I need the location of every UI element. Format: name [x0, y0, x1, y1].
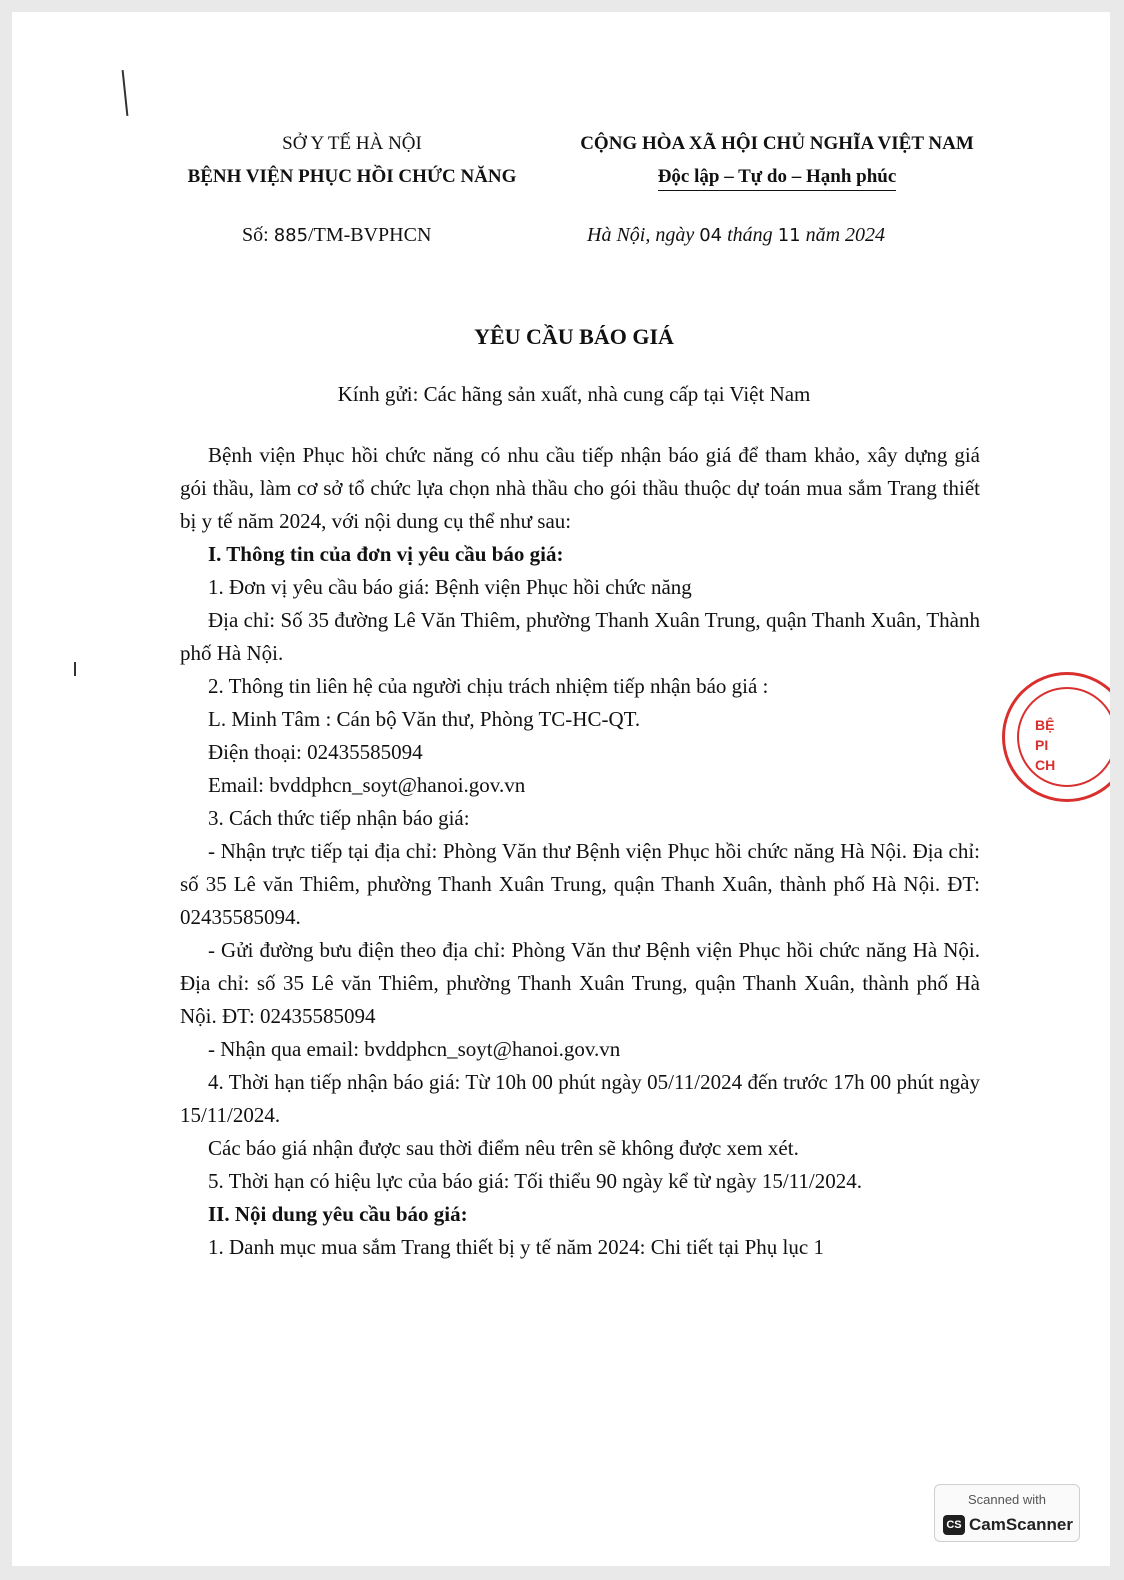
margin-mark: [74, 662, 76, 676]
stamp-text: [1035, 715, 1055, 775]
scanned-with-label: Scanned with: [967, 1492, 1047, 1507]
stamp-line2: PI: [1035, 737, 1049, 753]
document-date: [587, 224, 885, 247]
contact-heading: 2. Thông tin liên hệ của người chịu trách nhiệm tiếp nhận báo giá :: [208, 674, 769, 698]
requesting-unit: 1. Đơn vị yêu cầu báo giá: Bệnh viện Phục hồi chức năng: [208, 575, 692, 599]
method-direct: - Nhận trực tiếp tại địa chỉ: Phòng Văn thư Bệnh viện Phục hồi chức năng Hà Nội. Địa chỉ: số 35 Lê văn Thiêm, phường Thanh Xuân Trung, quận Thanh Xuân, thành phố Hà Nội. ĐT: 02435585094.: [180, 839, 980, 929]
country-name: CỘNG HÒA XÃ HỘI CHỦ NGHĨA VIỆT NAM: [580, 133, 974, 154]
camscanner-watermark: [934, 1484, 1080, 1542]
camscanner-name: CamScanner: [969, 1515, 1073, 1534]
stamp-line3: CH: [1035, 757, 1056, 773]
validity-paragraph: 5. Thời hạn có hiệu lực của báo giá: Tối thiểu 90 ngày kể từ ngày 15/11/2024.: [208, 1169, 863, 1193]
date-part2: tháng: [722, 224, 778, 246]
official-stamp: [1002, 672, 1110, 802]
method-email: - Nhận qua email: bvddphcn_soyt@hanoi.gov.vn: [208, 1037, 621, 1061]
contact-person: L. Minh Tâm : Cán bộ Văn thư, Phòng TC-HC-QT.: [208, 707, 641, 731]
procurement-list: 1. Danh mục mua sắm Trang thiết bị y tế năm 2024: Chi tiết tại Phụ lục 1: [208, 1235, 824, 1259]
stamp-line1: BỆ: [1035, 717, 1055, 733]
date-part1: Hà Nội, ngày: [587, 224, 700, 246]
national-motto: [542, 127, 1012, 193]
date-day: 04: [699, 225, 723, 246]
section-heading-2: II. Nội dung yêu cầu báo giá:: [208, 1202, 468, 1226]
hospital-name: BỆNH VIỆN PHỤC HỒI CHỨC NĂNG: [187, 166, 517, 187]
recipient-line: Kính gửi: Các hãng sản xuất, nhà cung cấp tại Việt Nam: [337, 382, 811, 406]
number-suffix: /TM-BVPHCN: [308, 224, 432, 246]
deadline-paragraph: 4. Thời hạn tiếp nhận báo giá: Từ 10h 00 phút ngày 05/11/2024 đến trước 17h 00 phút ngày 15/11/2024.: [180, 1070, 980, 1127]
page-title: YÊU CẦU BÁO GIÁ: [474, 324, 674, 349]
address-paragraph: Địa chỉ: Số 35 đường Lê Văn Thiêm, phường Thanh Xuân Trung, quận Thanh Xuân, Thành phố Hà Nội.: [180, 608, 980, 665]
intro-paragraph: Bệnh viện Phục hồi chức năng có nhu cầu tiếp nhận báo giá để tham khảo, xây dựng giá gói thầu, làm cơ sở tổ chức lựa chọn nhà thầu cho gói thầu thuộc dự toán mua sắm Trang thiết bị y tế năm 2024, với nội dung cụ thể như sau:: [180, 443, 980, 533]
handwritten-mark: [122, 70, 129, 116]
date-part3: năm 2024: [800, 224, 886, 246]
email-line: Email: bvddphcn_soyt@hanoi.gov.vn: [208, 773, 526, 797]
handwritten-number: 885: [273, 225, 309, 246]
document-page: [12, 12, 1110, 1566]
section-heading-1: I. Thông tin của đơn vị yêu cầu báo giá:: [208, 542, 564, 566]
motto: Độc lập – Tự do – Hạnh phúc: [658, 164, 897, 191]
number-prefix: Số:: [242, 224, 274, 246]
methods-heading: 3. Cách thức tiếp nhận báo giá:: [208, 806, 470, 830]
camscanner-logo-icon: CS: [943, 1515, 965, 1535]
late-note: Các báo giá nhận được sau thời điểm nêu trên sẽ không được xem xét.: [208, 1136, 799, 1160]
issuing-authority: [172, 127, 532, 193]
document-number: [242, 224, 431, 247]
document-body: [180, 439, 980, 1264]
method-post: - Gửi đường bưu điện theo địa chỉ: Phòng Văn thư Bệnh viện Phục hồi chức năng Hà Nội. Địa chỉ: số 35 Lê văn Thiêm, phường Thanh Xuân Trung, quận Thanh Xuân, thành phố Hà Nội. ĐT: 02435585094: [180, 938, 980, 1028]
phone-line: Điện thoại: 02435585094: [208, 740, 423, 764]
date-month: 11: [777, 225, 801, 246]
department-name: SỞ Y TẾ HÀ NỘI: [282, 133, 422, 154]
stamp-inner-ring: [1017, 687, 1110, 787]
